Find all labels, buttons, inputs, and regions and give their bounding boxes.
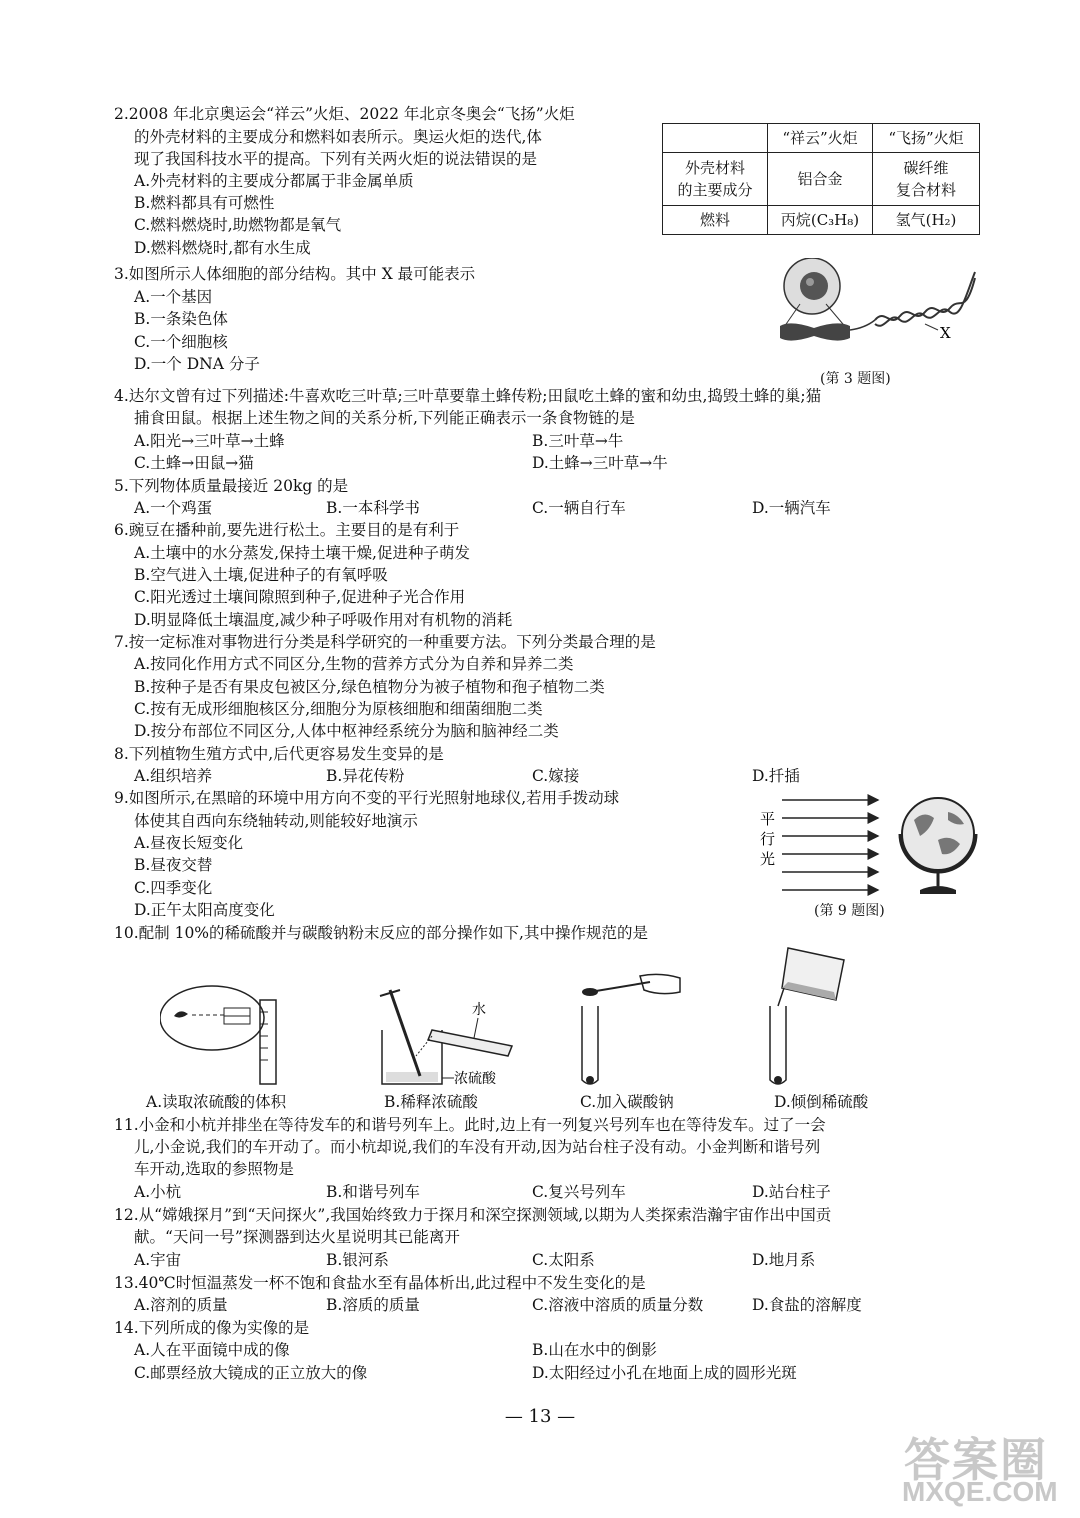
q8-option-d: D.扦插 — [752, 767, 800, 785]
torch-table — [662, 123, 980, 235]
fig-read-volume — [160, 982, 290, 1086]
q9-caption: (第 9 题图) — [814, 903, 885, 919]
q6-option-b: B.空气进入土壤,促进种子的有氧呼吸 — [134, 566, 388, 584]
q9-stem-line2: 体使其自西向东绕轴转动,则能较好地演示 — [134, 812, 418, 830]
q7-option-c: C.按有无成形细胞核区分,细胞分为原核细胞和细菌细胞二类 — [134, 700, 543, 718]
q2-stem-line1: 2.2008 年北京奥运会“祥云”火炬、2022 年北京冬奥会“飞扬”火炬 — [114, 105, 575, 123]
water-label: 水 — [472, 1002, 486, 1018]
table-row-shell-label: 外壳材料 的主要成分 — [663, 153, 768, 206]
light-label-1: 平 — [760, 810, 776, 828]
table-shell-feiyang: 碳纤维 复合材料 — [873, 153, 980, 206]
q14-option-a: A.人在平面镜中成的像 — [134, 1341, 290, 1359]
table-header-feiyang: “飞扬”火炬 — [873, 124, 980, 153]
table-shell-xiangyun: 铝合金 — [768, 153, 873, 206]
q2-stem-line2: 的外壳材料的主要成分和燃料如表所示。奥运火炬的迭代,体 — [134, 128, 542, 146]
q2-option-d: D.燃料燃烧时,都有水生成 — [134, 239, 311, 257]
q4-option-c: C.土蜂→田鼠→猫 — [134, 454, 254, 472]
table-fuel-xiangyun: 丙烷(C₃H₈) — [768, 206, 873, 235]
q4-stem-line2: 捕食田鼠。根据上述生物之间的关系分析,下列能正确表示一条食物链的是 — [134, 409, 635, 427]
table-row-fuel-label: 燃料 — [663, 206, 768, 235]
q3-option-b: B.一条染色体 — [134, 310, 228, 328]
table-header-xiangyun: “祥云”火炬 — [768, 124, 873, 153]
q7-option-d: D.按分布部位不同区分,人体中枢神经系统分为脑和脑神经二类 — [134, 722, 559, 740]
q11-option-b: B.和谐号列车 — [326, 1183, 420, 1201]
q13-option-c: C.溶液中溶质的质量分数 — [532, 1296, 704, 1314]
q2-option-a: A.外壳材料的主要成分都属于非金属单质 — [134, 172, 414, 190]
fig-dilute-acid — [372, 986, 532, 1086]
watermark-url: MXQE.COM — [902, 1476, 1058, 1507]
q6-option-a: A.土壤中的水分蒸发,保持土壤干燥,促进种子萌发 — [134, 544, 470, 562]
q9-option-a: A.昼夜长短变化 — [134, 834, 244, 852]
q12-stem-line1: 12.从“嫦娥探月”到“天问探火”,我国始终致力于探月和深空探测领域,以期为人类探索浩瀚宇宙作出中国贡 — [114, 1206, 832, 1224]
q5-option-c: C.一辆自行车 — [532, 499, 626, 517]
q3-stem: 3.如图所示人体细胞的部分结构。其中 X 最可能表示 — [114, 265, 476, 283]
q14-option-d: D.太阳经过小孔在地面上成的圆形光斑 — [532, 1364, 797, 1382]
q14-option-b: B.山在水中的倒影 — [532, 1341, 657, 1359]
x-label: X — [940, 324, 951, 342]
table-corner — [663, 124, 768, 153]
q8-option-c: C.嫁接 — [532, 767, 580, 785]
q13-stem: 13.40℃时恒温蒸发一杯不饱和食盐水至有晶体析出,此过程中不发生变化的是 — [114, 1274, 646, 1292]
q3-caption: (第 3 题图) — [820, 371, 891, 387]
q4-option-d: D.土蜂→三叶草→牛 — [532, 454, 668, 472]
page-number: — 13 — — [504, 1406, 576, 1427]
q10-option-a: A.读取浓硫酸的体积 — [146, 1093, 287, 1111]
q6-stem: 6.豌豆在播种前,要先进行松土。主要目的是有利于 — [114, 521, 460, 539]
q14-option-c: C.邮票经放大镜成的正立放大的像 — [134, 1364, 368, 1382]
fig-add-sodium-carbonate — [570, 968, 690, 1088]
q9-option-b: B.昼夜交替 — [134, 856, 213, 874]
cell-chromosome-figure — [770, 258, 990, 368]
q10-option-c: C.加入碳酸钠 — [580, 1093, 674, 1111]
q13-option-d: D.食盐的溶解度 — [752, 1296, 862, 1314]
q5-option-d: D.一辆汽车 — [752, 499, 831, 517]
q8-option-b: B.异花传粉 — [326, 767, 405, 785]
q3-option-a: A.一个基因 — [134, 288, 213, 306]
q12-option-a: A.宇宙 — [134, 1251, 182, 1269]
q2-option-c: C.燃料燃烧时,助燃物都是氧气 — [134, 216, 342, 234]
conc-acid-label: 浓硫酸 — [454, 1071, 496, 1086]
q5-option-b: B.一本科学书 — [326, 499, 420, 517]
q4-option-b: B.三叶草→牛 — [532, 432, 624, 450]
q2-stem-line3: 现了我国科技水平的提高。下列有关两火炬的说法错误的是 — [134, 150, 538, 168]
q11-option-c: C.复兴号列车 — [532, 1183, 626, 1201]
q7-stem: 7.按一定标准对事物进行分类是科学研究的一种重要方法。下列分类最合理的是 — [114, 633, 656, 651]
q12-stem-line2: 献。“天问一号”探测器到达火星说明其已能离开 — [134, 1228, 460, 1246]
light-label-2: 行 — [760, 830, 776, 848]
q9-option-c: C.四季变化 — [134, 879, 213, 897]
q12-option-d: D.地月系 — [752, 1251, 816, 1269]
q8-stem: 8.下列植物生殖方式中,后代更容易发生变异的是 — [114, 745, 444, 763]
q4-stem-line1: 4.达尔文曾有过下列描述:牛喜欢吃三叶草;三叶草要靠土蜂传粉;田鼠吃土蜂的蜜和幼虫,捣毁土蜂的巢;猫 — [114, 387, 822, 405]
q10-stem: 10.配制 10%的稀硫酸并与碳酸钠粉末反应的部分操作如下,其中操作规范的是 — [114, 924, 648, 942]
fig-pour-dilute-acid — [760, 942, 860, 1088]
watermark-logo: 答案圈 — [904, 1434, 1048, 1486]
q12-option-b: B.银河系 — [326, 1251, 389, 1269]
q7-option-b: B.按种子是否有果皮包被区分,绿色植物分为被子植物和孢子植物二类 — [134, 678, 605, 696]
q14-stem: 14.下列所成的像为实像的是 — [114, 1319, 310, 1337]
q7-option-a: A.按同化作用方式不同区分,生物的营养方式分为自养和异养二类 — [134, 655, 574, 673]
q11-option-a: A.小杭 — [134, 1183, 182, 1201]
q6-option-d: D.明显降低土壤温度,减少种子呼吸作用对有机物的消耗 — [134, 611, 513, 629]
q10-option-b: B.稀释浓硫酸 — [384, 1093, 478, 1111]
q10-option-d: D.倾倒稀硫酸 — [774, 1093, 869, 1111]
q6-option-c: C.阳光透过土壤间隙照到种子,促进种子光合作用 — [134, 588, 466, 606]
q9-option-d: D.正午太阳高度变化 — [134, 901, 275, 919]
q12-option-c: C.太阳系 — [532, 1251, 595, 1269]
q5-stem: 5.下列物体质量最接近 20kg 的是 — [114, 477, 349, 495]
q3-option-c: C.一个细胞核 — [134, 333, 228, 351]
q13-option-b: B.溶质的质量 — [326, 1296, 420, 1314]
q2-option-b: B.燃料都具有可燃性 — [134, 194, 275, 212]
q13-option-a: A.溶剂的质量 — [134, 1296, 228, 1314]
table-fuel-feiyang: 氢气(H₂) — [873, 206, 980, 235]
q11-option-d: D.站台柱子 — [752, 1183, 831, 1201]
q11-stem-line3: 车开动,选取的参照物是 — [134, 1160, 294, 1178]
q3-option-d: D.一个 DNA 分子 — [134, 355, 260, 373]
q5-option-a: A.一个鸡蛋 — [134, 499, 213, 517]
light-label-3: 光 — [760, 850, 776, 868]
q4-option-a: A.阳光→三叶草→土蜂 — [134, 432, 285, 450]
q9-stem-line1: 9.如图所示,在黑暗的环境中用方向不变的平行光照射地球仪,若用手拨动球 — [114, 789, 620, 807]
parallel-light-globe-figure — [752, 790, 988, 900]
q8-option-a: A.组织培养 — [134, 767, 213, 785]
q11-stem-line2: 儿,小金说,我们的车开动了。而小杭却说,我们的车没有开动,因为站台柱子没有动。小金判断和谐号列 — [134, 1138, 821, 1156]
q11-stem-line1: 11.小金和小杭并排坐在等待发车的和谐号列车上。此时,边上有一列复兴号列车也在等待发车。过了一会 — [114, 1116, 826, 1134]
